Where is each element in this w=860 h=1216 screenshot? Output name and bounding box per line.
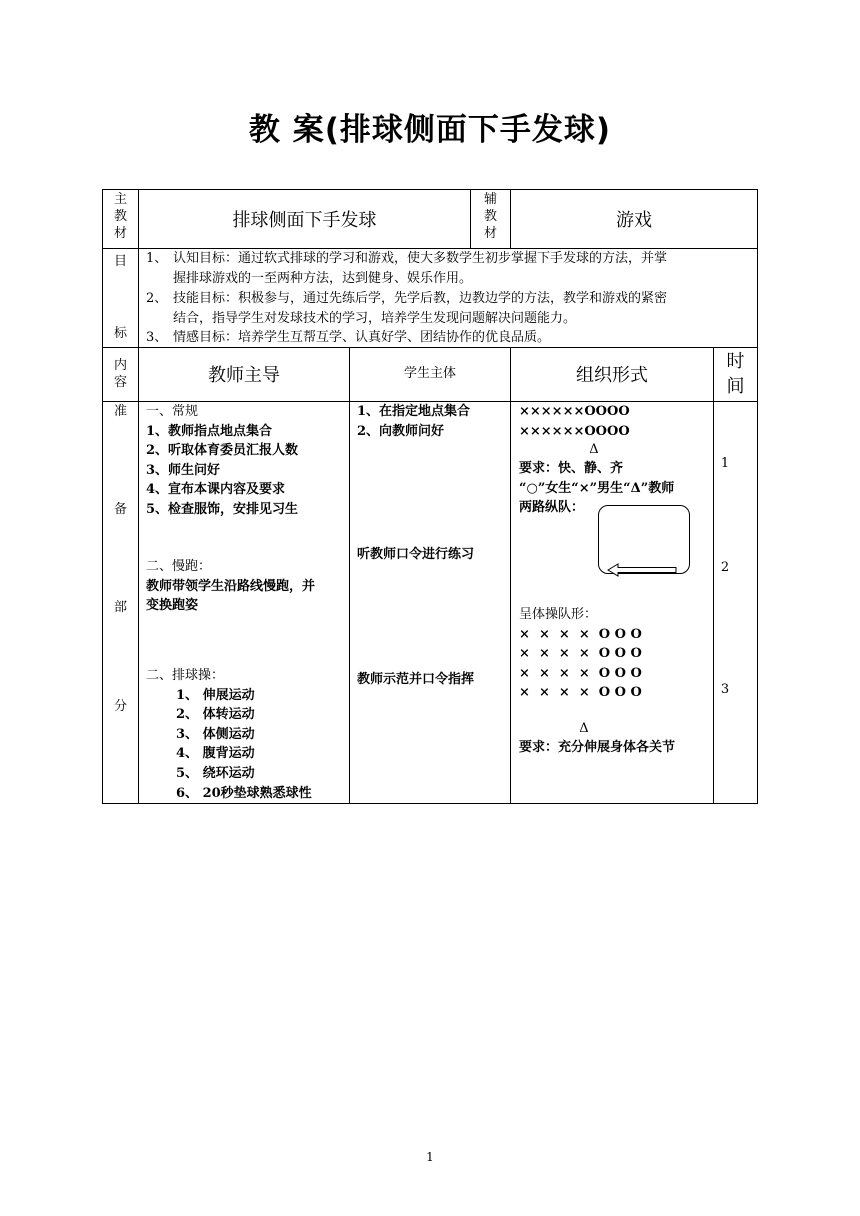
teacher-routine: 一、常规 1、教师指点地点集合 2、听取体育委员汇报人数 3、师生问好 4、宣布本课内容及要求 5、检查服饰，安排见习生 (146, 404, 299, 517)
page-title: 教 案(排球侧面下手发球) (248, 112, 612, 148)
goals-label-bottom: 标 (113, 326, 127, 341)
main-material-label: 主 教 材 (113, 192, 127, 241)
time-1: 1 (720, 456, 730, 471)
org-formation-2: 呈体操队形： × × × × O O O × × × × O O O × × × × O O O × × × × O O O (519, 607, 642, 701)
teacher-jog: 二、慢跑： 教师带领学生沿路线慢跑，并 变换跑姿 (146, 559, 316, 614)
page-number: 1 (426, 1150, 434, 1164)
goals-label-top: 目 (113, 254, 127, 269)
section-label-4: 分 (113, 699, 127, 714)
org-requirements-2: 要求：充分伸展身体各关节 (519, 740, 676, 755)
time-3: 3 (720, 682, 730, 697)
org-formation-1: ××××××OOOO ××××××OOOO (519, 404, 630, 439)
header-student: 学生主体 (403, 366, 456, 382)
teacher-exercise: 二、排球操： 1、 伸展运动 2、 体转运动 3、 体侧运动 4、 腹背运动 5、 绕环运动 6、 20秒垫球熟悉球性 (146, 668, 312, 801)
main-material-value: 排球侧面下手发球 (232, 209, 377, 231)
student-practice: 听教师口令进行练习 (357, 547, 475, 562)
teacher-delta-2: Δ (579, 721, 589, 736)
header-content: 内 容 (113, 358, 127, 390)
section-label-3: 部 (113, 600, 127, 615)
section-label-1: 准 (113, 404, 127, 419)
section-label-2: 备 (113, 502, 127, 517)
org-requirements-1: 要求：快、静、齐 “○”女生“×”男生“Δ”教师 两路纵队： (519, 461, 675, 516)
header-time: 时 间 (726, 351, 745, 397)
teacher-delta-1: Δ (589, 442, 599, 457)
student-follow: 教师示范并口令指挥 (357, 672, 475, 687)
left-arrow-icon (598, 560, 682, 580)
student-gather: 1、在指定地点集合 2、向教师问好 (357, 404, 471, 439)
aux-material-value: 游戏 (616, 209, 652, 231)
aux-material-label: 辅 教 材 (483, 192, 497, 241)
header-teacher: 教师主导 (208, 365, 280, 386)
header-org: 组织形式 (576, 365, 648, 386)
time-2: 2 (720, 560, 730, 575)
